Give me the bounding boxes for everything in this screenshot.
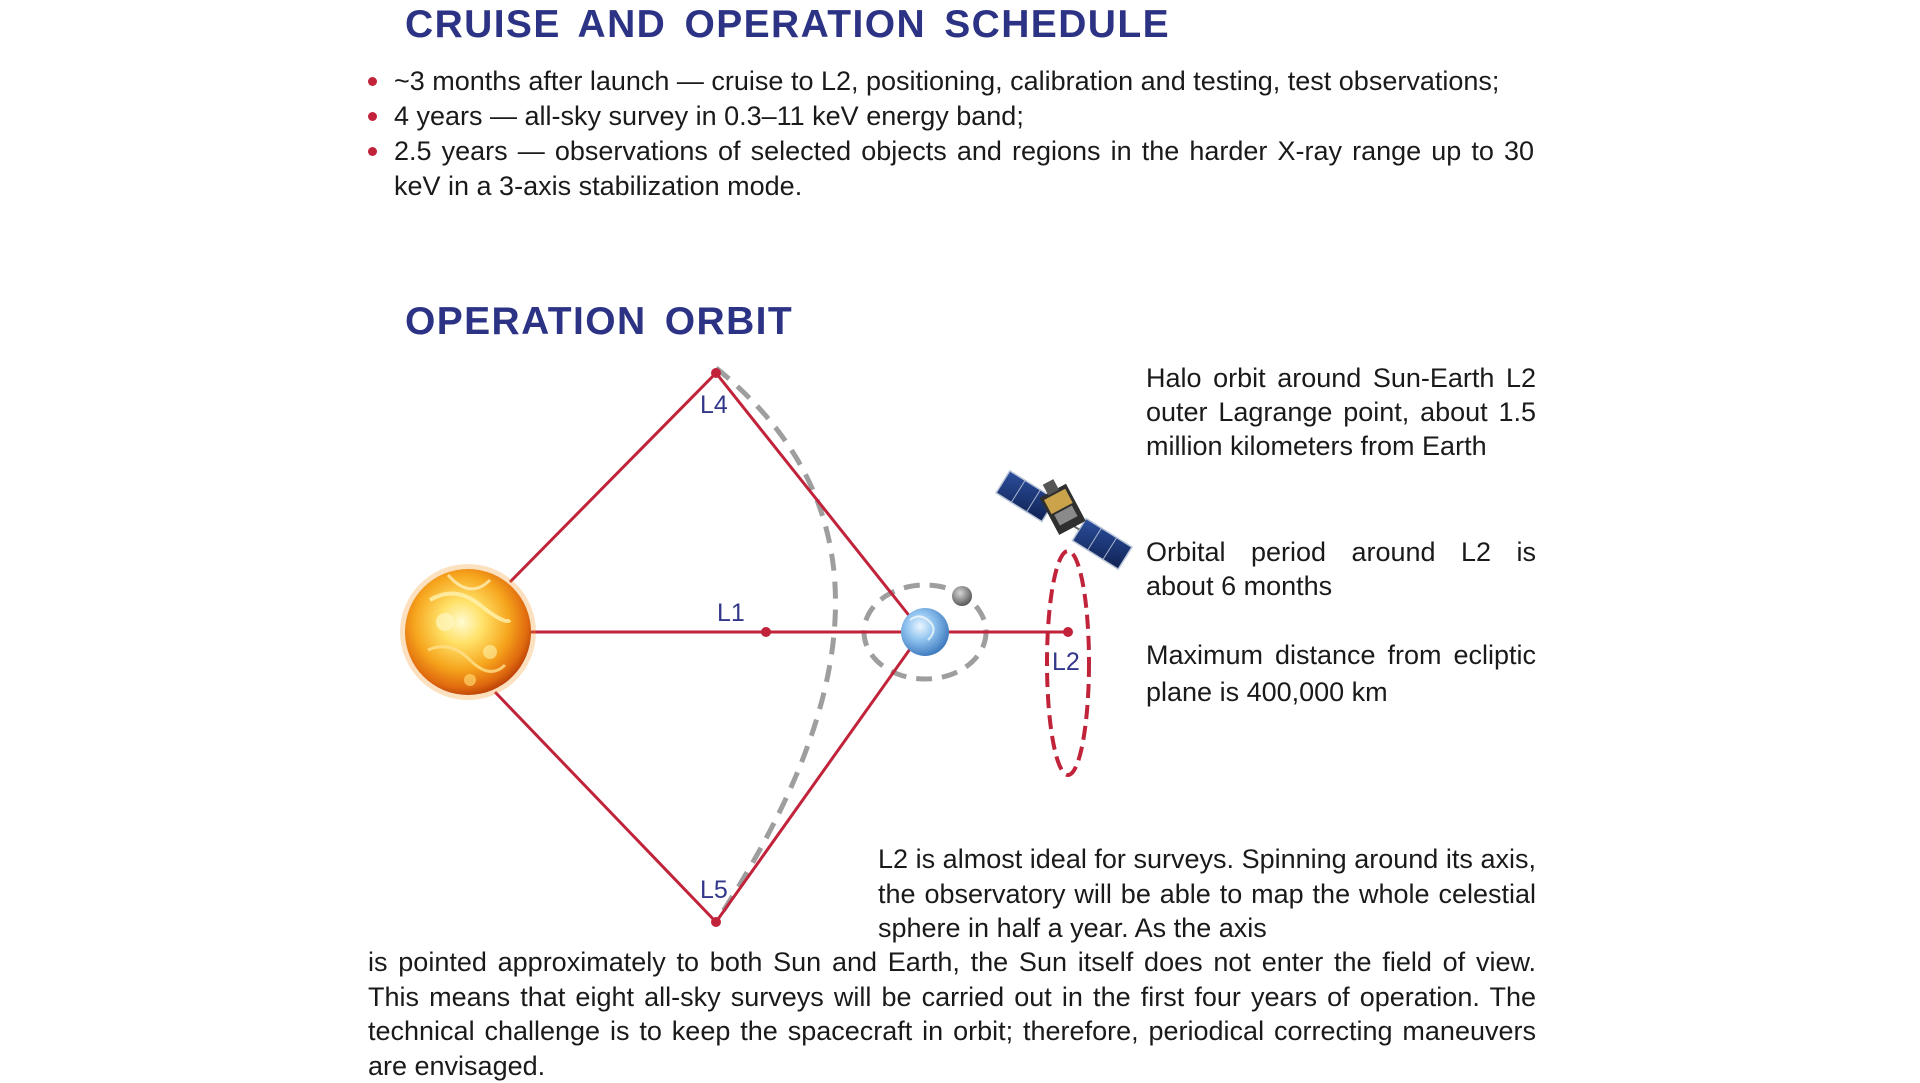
lagrange-lines: [495, 373, 1068, 922]
l4-point: [711, 368, 721, 378]
schedule-item-text: ~3 months after launch — cruise to L2, positioning, calibration and testing, test observations;: [394, 66, 1500, 96]
l5-label: L5: [700, 876, 728, 904]
l2-description-part1: L2 is almost ideal for surveys. Spinning around its axis, the observatory will be able to map the whole celestial sphere in half a year. As the axis: [878, 844, 1536, 943]
schedule-item-text: 2.5 years — observations of selected objects and regions in the harder X-ray range up to 30 keV in a 3-axis stabilization mode.: [394, 136, 1534, 201]
halo-orbit-note: Halo orbit around Sun-Earth L2 outer Lagrange point, about 1.5 million kilometers from Earth: [1146, 363, 1536, 461]
orbital-period-note: Orbital period around L2 is about 6 months: [1146, 537, 1536, 601]
moon-icon: [952, 586, 972, 606]
l1-point: [761, 627, 771, 637]
l1-label: L1: [717, 599, 745, 627]
schedule-heading: CRUISE AND OPERATION SCHEDULE: [405, 3, 1170, 46]
l5-point: [711, 917, 721, 927]
earth-icon: [901, 608, 949, 656]
orbit-heading: OPERATION ORBIT: [405, 300, 794, 343]
l2-label: L2: [1052, 648, 1080, 676]
l4-label: L4: [700, 391, 728, 419]
l2-description-part2: is pointed approximately to both Sun and Earth, the Sun itself does not enter the field of view. This means that eight all-sky surveys will be carried out in the first four years of operation. The technical challenge is to keep the spacecraft in orbit; therefore, periodical correcting maneuvers are envisaged.: [368, 947, 1536, 1081]
sun-icon: [400, 564, 536, 700]
schedule-item-text: 4 years — all-sky survey in 0.3–11 keV energy band;: [394, 101, 1024, 131]
max-distance-note: Maximum distance from ecliptic plane is 400,000 km: [1146, 640, 1536, 707]
l2-point: [1063, 627, 1073, 637]
